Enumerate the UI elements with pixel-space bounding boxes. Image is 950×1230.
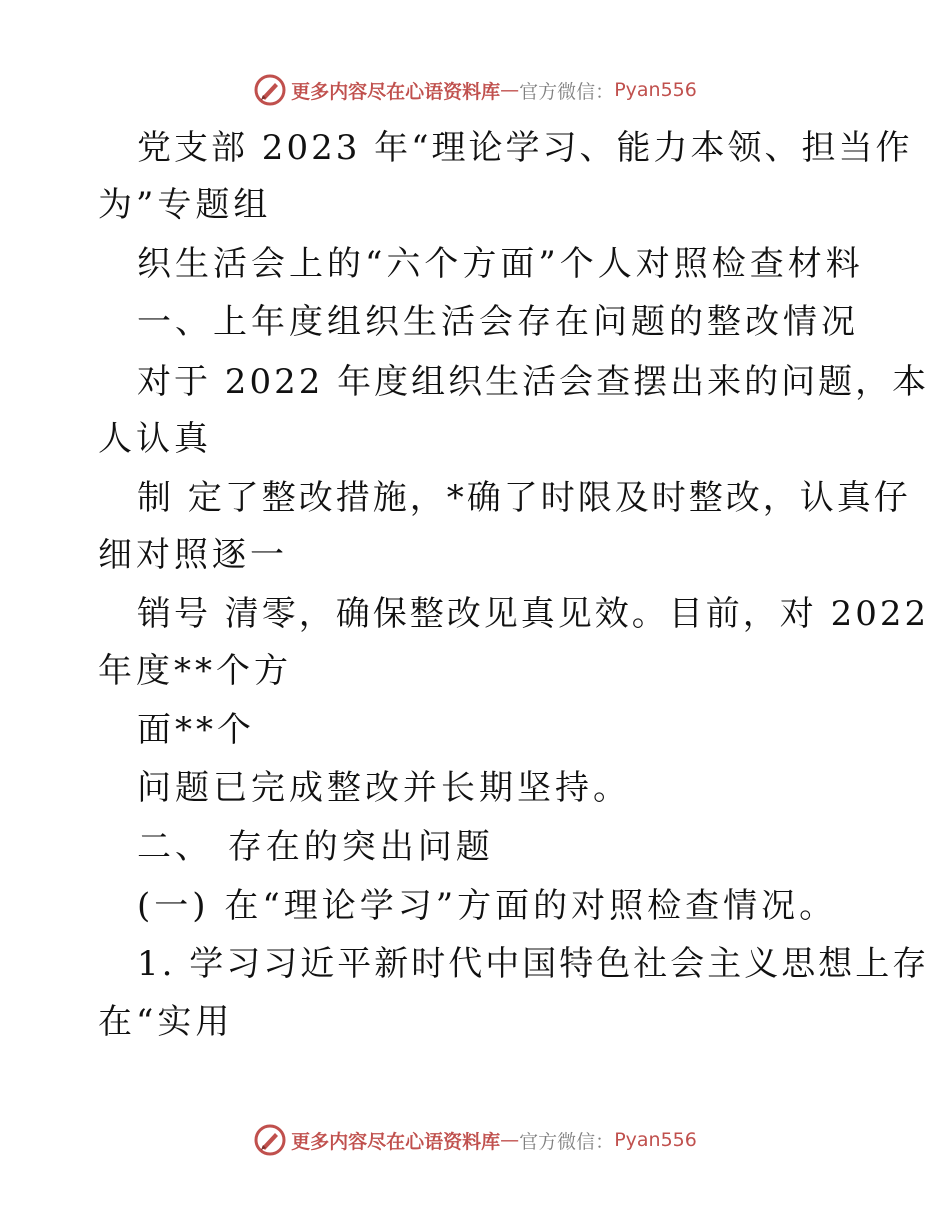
subsection-heading: (一) 在“理论学习”方面的对照检查情况。 (137, 886, 838, 926)
watermark-site: 更多内容尽在心语资料库 (291, 1130, 501, 1153)
paragraph-line: 在“实用 (98, 1002, 234, 1042)
paragraph-line: 细对照逐一 (98, 535, 288, 575)
watermark-handle: Pyan556 (614, 1129, 697, 1151)
watermark-handle: Pyan556 (614, 79, 697, 101)
title-line-2: 为”专题组 (98, 185, 272, 225)
footer-watermark (0, 1120, 950, 1160)
paragraph-line: 1. 学习习近平新时代中国特色社会主义思想上存 (137, 944, 930, 984)
paragraph-line: 问题已完成整改并长期坚持。 (137, 768, 631, 808)
title-line-1: 党支部 2023 年“理论学习、能力本领、担当作 (137, 128, 913, 168)
watermark-label: 官方微信： (519, 80, 615, 103)
paragraph-line: 对于 2022 年度组织生活会查摆出来的问题，本 (137, 362, 930, 402)
pen-logo-icon (253, 1123, 287, 1157)
header-watermark (0, 70, 950, 110)
title-line-3: 织生活会上的“六个方面”个人对照检查材料 (137, 244, 864, 284)
paragraph-line: 制 定了整改措施，*确了时限及时整改，认真仔 (137, 478, 911, 518)
paragraph-line: 年度**个方 (98, 651, 292, 691)
watermark-dash: — (500, 79, 520, 101)
paragraph-line: 人认真 (98, 419, 212, 459)
section-heading-1: 一、上年度组织生活会存在问题的整改情况 (137, 302, 859, 342)
paragraph-line: 面**个 (137, 710, 255, 750)
pen-logo-icon (253, 73, 287, 107)
section-heading-2: 二、 存在的突出问题 (137, 827, 494, 867)
watermark-dash: — (500, 1129, 520, 1151)
watermark-site: 更多内容尽在心语资料库 (291, 80, 501, 103)
paragraph-line: 销号 清零，确保整改见真见效。目前，对 2022 (137, 594, 930, 634)
watermark-label: 官方微信： (519, 1130, 615, 1153)
